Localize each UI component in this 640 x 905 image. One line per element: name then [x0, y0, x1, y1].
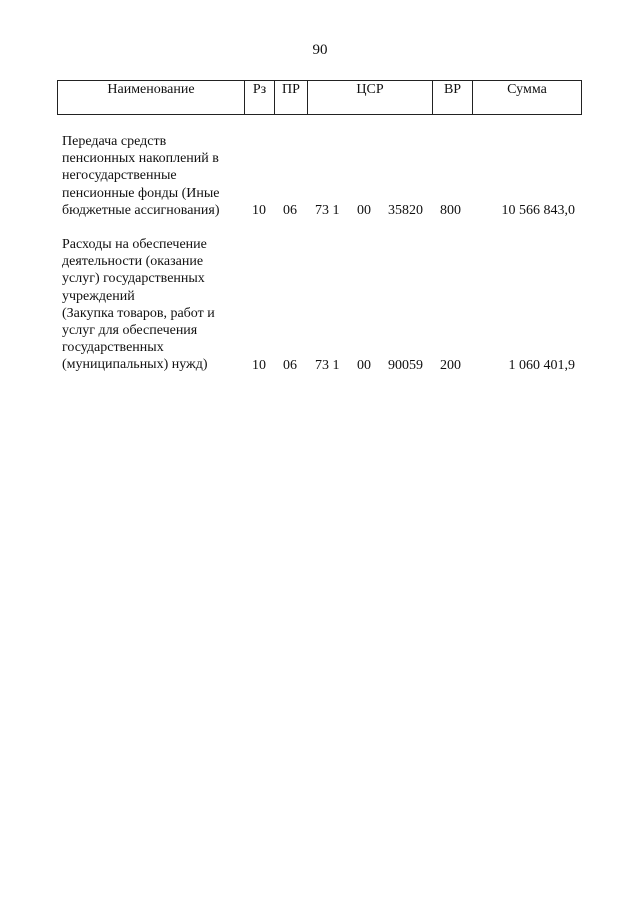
row-name-line: пенсионные фонды (Иные — [62, 185, 220, 201]
row-name-line: пенсионных накоплений в — [62, 151, 219, 167]
row-name-line: (Закупка товаров, работ и — [62, 305, 215, 321]
row-csr-program: 73 1 — [315, 358, 340, 373]
row-csr-direction: 35820 — [388, 203, 423, 218]
row-name-line: негосударственные — [62, 168, 177, 184]
row-csr-program: 73 1 — [315, 203, 340, 218]
page-number: 90 — [312, 42, 328, 58]
row-csr-sub: 00 — [357, 203, 371, 218]
row-vr: 200 — [440, 358, 461, 373]
row-csr-direction: 90059 — [388, 358, 423, 373]
table-header — [57, 80, 582, 115]
row-rz: 10 — [252, 358, 266, 373]
row-name-line: услуг) государственных — [62, 271, 205, 287]
row-name-line: услуг для обеспечения — [62, 323, 198, 339]
row-name-line: Расходы на обеспечение — [62, 237, 207, 252]
row-name-line: деятельности (оказание — [62, 254, 204, 270]
row-name-line: государственных — [62, 340, 164, 356]
header-sum: Сумма — [507, 82, 547, 97]
header-vr: ВР — [433, 81, 473, 114]
header-pr: ПР — [275, 81, 308, 114]
row-sum: 1 060 401,9 — [508, 358, 575, 373]
row-name-line: (муниципальных) нужд) — [62, 357, 208, 373]
row-vr: 800 — [440, 203, 461, 218]
row-name-line: учреждений — [62, 288, 135, 304]
row-pr: 06 — [283, 203, 297, 218]
row-csr-sub: 00 — [357, 358, 371, 373]
row-sum: 10 566 843,0 — [501, 203, 575, 218]
row-name — [62, 133, 247, 219]
header-name: Наименование — [58, 81, 245, 114]
header-rz: Рз — [245, 81, 275, 114]
row-pr: 06 — [283, 358, 297, 373]
row-name — [62, 236, 247, 374]
row-name-line: бюджетные ассигнования) — [62, 202, 220, 218]
header-csr: ЦСР — [308, 81, 433, 114]
row-name-line: Передача средств — [62, 134, 167, 149]
row-rz: 10 — [252, 203, 266, 218]
